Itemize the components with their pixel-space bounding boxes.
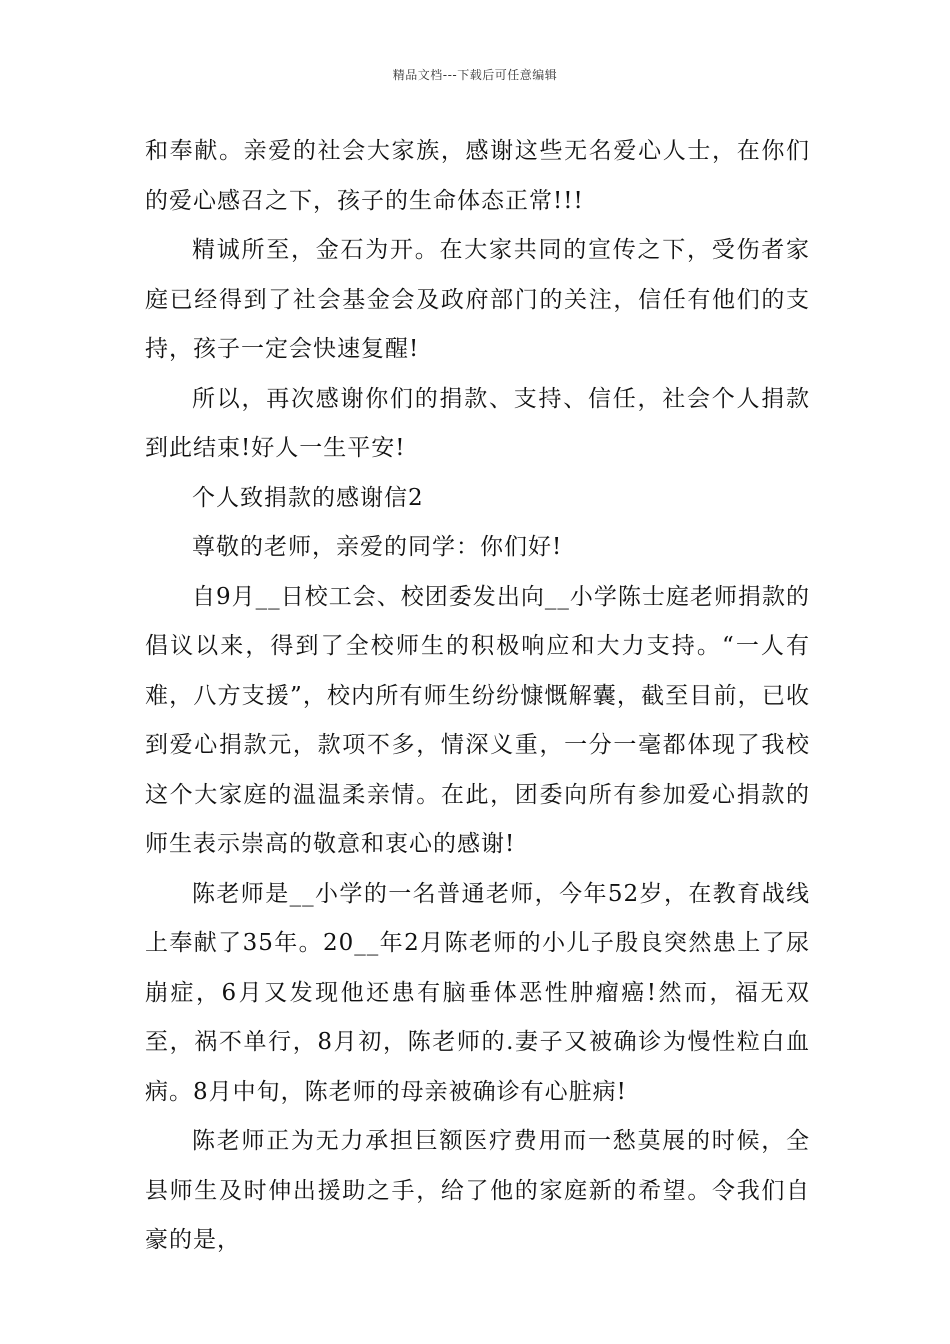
letter-title: 个人致捐款的感谢信2 [192,484,424,511]
paragraph-6: 自9月__日校工会、校团委发出向__小学陈士庭老师捐款的倡议以来，得到了全校师生的积极响应和大力支持。“一人有难，八方支援”，校内所有师生纷纷慷慨解囊，截至目前，已收到爱心捐款元，款项不多，情深义重，一分一毫都体现了我校这个大家庭的温温柔亲情。在此，团委向所有参加爱心捐款的师生表示崇高的敬意和衷心的感谢! [145,583,810,857]
page-header: 精品文档---下载后可任意编辑 [392,68,558,82]
paragraph-8: 陈老师正为无力承担巨额医疗费用而一愁莫展的时候，全县师生及时伸出援助之手，给了他的家庭新的希望。令我们自豪的是， [145,1128,810,1253]
paragraph-3: 所以，再次感谢你们的捐款、支持、信任，社会个人捐款到此结束!好人一生平安! [145,385,810,461]
paragraph-2: 精诚所至，金石为开。在大家共同的宣传之下，受伤者家庭已经得到了社会基金会及政府部门的关注，信任有他们的支持，孩子一定会快速复醒! [145,237,810,362]
paragraph-1: 和奉献。亲爱的社会大家族，感谢这些无名爱心人士，在你们的爱心感召之下，孩子的生命体态正常!!! [145,138,810,214]
document-body [145,127,810,1266]
salutation: 尊敬的老师，亲爱的同学：你们好! [192,534,563,560]
paragraph-7: 陈老师是__小学的一名普通老师，今年52岁，在教育战线上奉献了35年。20__年2月陈老师的小儿子殷良突然患上了尿崩症，6月又发现他还患有脑垂体恶性肿瘤癌!然而，福无双至，祸不单行，8月初，陈老师的.妻子又被确诊为慢性粒白血病。8月中旬，陈老师的母亲被确诊有心脏病! [145,880,810,1105]
